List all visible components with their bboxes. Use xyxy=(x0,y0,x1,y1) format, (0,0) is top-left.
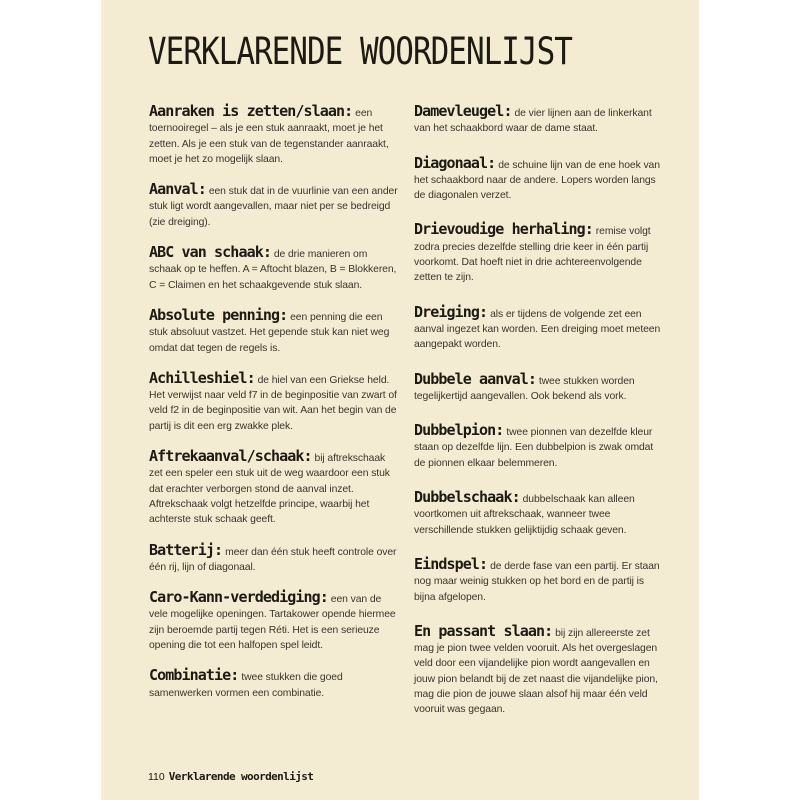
glossary-term: Combinatie: xyxy=(149,666,239,685)
glossary-definition: de drie manieren om schaak op te heffen. A = Aftocht blazen, B = Blokkeren, C = Claimen en het schaakgevende stuk slaan. xyxy=(149,249,397,291)
glossary-term: Aanval: xyxy=(149,180,206,199)
glossary-term: Batterij: xyxy=(149,540,223,559)
glossary-entry xyxy=(414,222,666,285)
glossary-definition: de schuine lijn van de ene hoek van het schaakbord naar de andere. Lopers worden langs de diagonalen verzet. xyxy=(414,159,660,202)
glossary-term: Achilleshiel: xyxy=(149,368,255,387)
book-page xyxy=(101,0,699,800)
glossary-term: Dreiging: xyxy=(414,302,488,321)
glossary-term: Diagonaal: xyxy=(414,153,496,172)
glossary-term: Dubbele aanval: xyxy=(414,369,536,388)
glossary-definition: als er tijdens de volgende zet een aanval ingezet kan worden. Een dreiging moet meteen aangepakt worden. xyxy=(414,308,661,351)
glossary-definition: een van de vele mogelijke openingen. Tartakower opende hiermee zijn beroemde partij tegen Réti. Het is een serieuze opening die tot een halfopen spel leidt. xyxy=(149,594,396,652)
glossary-term: Dubbelschaak: xyxy=(414,488,520,507)
glossary-definition: de vier lijnen aan de linkerkant van het schaakbord waar de dame staat. xyxy=(414,108,652,135)
glossary-definition: bij aftrekschaak zet een speler een stuk uit de weg waardoor een stuk dat erachter verborgen stond de aanval inzet. Aftrekschaak volgt hetzelfde principe, waarbij het achterste stuk schaak geeft. xyxy=(149,453,390,526)
glossary-entry xyxy=(149,182,401,230)
glossary-entry xyxy=(149,104,401,167)
glossary-definition: een stuk dat in de vuurlinie van een ander stuk ligt wordt aangevallen, maar niet per se bedreigd (zie dreiging). xyxy=(149,186,398,228)
glossary-term: En passant slaan: xyxy=(414,621,553,640)
glossary-entry xyxy=(414,153,666,204)
running-footer-title: Verklarende woordenlijst xyxy=(168,770,314,783)
glossary-term: Aanraken is zetten/slaan: xyxy=(149,102,353,120)
glossary-entry xyxy=(149,368,401,434)
glossary-term: Eindspel: xyxy=(414,554,488,573)
glossary-definition: meer dan één stuk heeft controle over één rij, lijn of diagonaal. xyxy=(149,546,397,573)
page-footer xyxy=(148,770,313,783)
glossary-definition: een penning die een stuk absoluut vastzet. Het gepende stuk kan niet weg omdat dat tegen de regels is. xyxy=(149,311,390,354)
glossary-entry xyxy=(414,621,666,718)
glossary-entry xyxy=(149,449,401,527)
glossary-entry xyxy=(149,590,401,653)
glossary-entry xyxy=(414,423,666,471)
glossary-term: Absolute penning: xyxy=(149,305,288,324)
glossary-column-right xyxy=(414,104,666,737)
glossary-entry xyxy=(414,104,666,137)
glossary-term: Drievoudige herhaling: xyxy=(414,220,593,239)
glossary-entry xyxy=(414,369,666,405)
glossary-term: Aftrekaanval/schaak: xyxy=(149,447,312,466)
glossary-entry xyxy=(414,554,666,605)
page-title: VERKLARENDE WOORDENLIJST xyxy=(148,30,572,74)
glossary-entry xyxy=(149,305,401,356)
glossary-entry xyxy=(149,245,401,293)
glossary-definition: de hiel van een Griekse held. Het verwijst naar veld f7 in de beginpositie van zwart of veld f2 in de beginpositie van wit. Aan het begin van de partij is dit een erg zwakke plek. xyxy=(149,374,397,432)
glossary-definition: twee stukken die goed samenwerken vormen een combinatie. xyxy=(149,672,343,699)
glossary-entry xyxy=(414,302,666,353)
glossary-term: ABC van schaak: xyxy=(149,243,271,262)
glossary-entry xyxy=(149,668,401,701)
glossary-definition: de derde fase van een partij. Er staan nog maar weinig stukken op het bord en de partij is bijna afgelopen. xyxy=(414,560,660,603)
glossary-term: Damevleugel: xyxy=(414,102,512,120)
glossary-entry xyxy=(149,540,401,576)
page-number: 110 xyxy=(148,771,165,783)
glossary-term: Dubbelpion: xyxy=(414,421,504,440)
glossary-definition: bij zijn allereerste zet mag je pion twee velden vooruit. Als het overgeslagen veld door een vijandelijke pion wordt aangevallen en jouw pion belandt bij de zet naast die vijandelijke pion, mag die pion de jouwe slaan alsof hij maar één veld vooruit was gegaan. xyxy=(414,627,658,716)
glossary-entry xyxy=(414,490,666,538)
glossary-term: Caro-Kann-verdediging: xyxy=(149,588,328,607)
glossary-definition: twee pionnen van dezelfde kleur staan op dezelfde lijn. Een dubbelpion is zwak omdat de pionnen elkaar belemmeren. xyxy=(414,427,654,469)
glossary-definition: twee stukken worden tegelijkertijd aangevallen. Ook bekend als vork. xyxy=(414,375,635,402)
glossary-definition: remise volgt zodra precies dezelfde stelling drie keer in één partij voorkomt. Dat hoeft niet in drie achtereenvolgende zetten te zijn. xyxy=(414,226,651,284)
glossary-definition: een toernooiregel – als je een stuk aanraakt, moet je het zetten. Als je een stuk van de tegenstander aanraakt, moet je het zo mogelijk slaan. xyxy=(149,108,389,165)
glossary-definition: dubbelschaak kan alleen voortkomen uit aftrekschaak, wanneer twee verschillende stukken gelijktijdig schaak geven. xyxy=(414,494,635,536)
glossary-column-left xyxy=(149,104,401,716)
